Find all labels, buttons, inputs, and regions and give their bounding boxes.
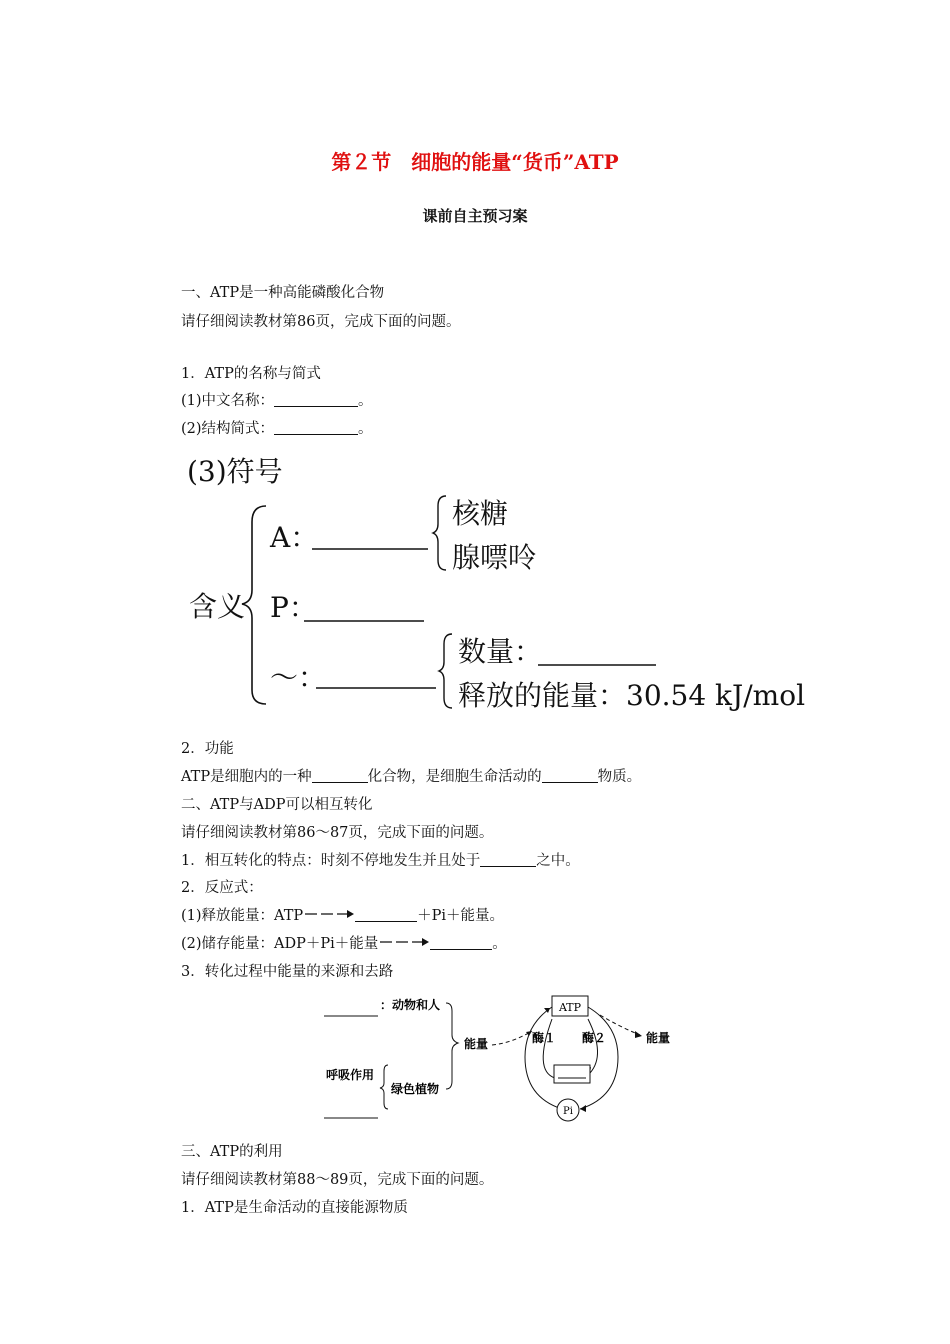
period: 。 (358, 393, 373, 409)
question-2-1-text: 1．相互转化的特点：时刻不停地发生并且处于 (181, 853, 481, 869)
meaning-label: 含义 (189, 590, 246, 623)
question-1-2: 2．功能 (181, 741, 234, 757)
reaction-release-left: (1)释放能量：ATP (181, 908, 304, 924)
bond-quantity-label: 数量： (458, 635, 543, 668)
section-2-heading: 二、ATP与ADP可以相互转化 (181, 797, 373, 813)
energy-output-label: 能量 (646, 1031, 671, 1045)
function-text-2: 化合物，是细胞生命活动的 (367, 769, 542, 785)
question-2-3: 3．转化过程中能量的来源和去路 (181, 964, 394, 980)
section-1-heading: 一、ATP是一种高能磷酸化合物 (181, 285, 385, 301)
period: 。 (358, 421, 373, 437)
small-brace (380, 1065, 388, 1109)
respiration-label: 呼吸作用 (326, 1068, 375, 1082)
reaction-release-right: ＋Pi＋能量。 (417, 908, 505, 924)
section-3-heading: 三、ATP的利用 (181, 1144, 283, 1160)
left-brace (242, 506, 266, 704)
reaction-arrow-icon (378, 936, 430, 948)
question-2-1 (181, 849, 580, 870)
question-chinese-name-label: (1)中文名称： (181, 393, 275, 409)
symbol-a-label: A： (270, 521, 319, 554)
a-meaning-adenine: 腺嘌呤 (452, 541, 537, 574)
enzyme-2-label: 酶２ (582, 1031, 607, 1045)
question-function (181, 765, 641, 786)
atp-label: ATP (558, 1001, 582, 1014)
question-structure-formula-label: (2)结构简式： (181, 421, 275, 437)
question-3-1: 1．ATP是生命活动的直接能源物质 (181, 1200, 408, 1216)
answer-blank[interactable] (430, 935, 492, 951)
energy-input-label: 能量 (464, 1037, 489, 1051)
question-2-2: 2．反应式： (181, 880, 263, 896)
plants-label: 绿色植物 (391, 1082, 440, 1096)
enzyme-1-label: 酶１ (532, 1031, 557, 1045)
reaction-release (181, 904, 504, 925)
reaction-store (181, 932, 507, 953)
symbol-tilde-label: ～： (270, 661, 327, 694)
section-1-instruction: 请仔细阅读教材第86页，完成下面的问题。 (181, 314, 461, 330)
pi-label: Pi (563, 1106, 573, 1117)
reaction-arrow-icon (303, 908, 355, 920)
reaction-store-left: (2)储存能量：ADP＋Pi＋能量 (181, 936, 379, 952)
period: 。 (492, 936, 507, 952)
adp-box (554, 1065, 590, 1083)
question-1-1: 1．ATP的名称与简式 (181, 366, 321, 382)
section-2-instruction: 请仔细阅读教材第86～87页，完成下面的问题。 (181, 825, 494, 841)
bond-energy-label: 释放的能量：30.54 kJ/mol (458, 679, 806, 712)
answer-blank[interactable] (542, 768, 598, 784)
animals-label: ：动物和人 (380, 998, 441, 1012)
symbol-heading: (3)符号 (187, 455, 283, 488)
symbol-p-label: P： (270, 591, 317, 624)
answer-blank[interactable] (355, 907, 417, 923)
page-subtitle: 课前自主预习案 (422, 207, 528, 225)
atp-cycle-diagram (300, 985, 720, 1130)
large-brace (446, 1003, 458, 1089)
function-text-3: 物质。 (597, 769, 642, 785)
answer-blank[interactable] (480, 852, 536, 868)
a-meaning-ribose: 核糖 (452, 497, 509, 530)
question-2-1-end: 之中。 (536, 853, 580, 869)
section-3-instruction: 请仔细阅读教材第88～89页，完成下面的问题。 (181, 1172, 494, 1188)
a-brace (433, 496, 446, 570)
cycle-inner-left (543, 1019, 555, 1078)
function-text-1: ATP是细胞内的一种 (181, 769, 312, 785)
page-title: 第２节 细胞的能量“货币”ATP (331, 150, 619, 174)
tilde-brace (439, 634, 452, 708)
answer-blank[interactable] (312, 768, 368, 784)
